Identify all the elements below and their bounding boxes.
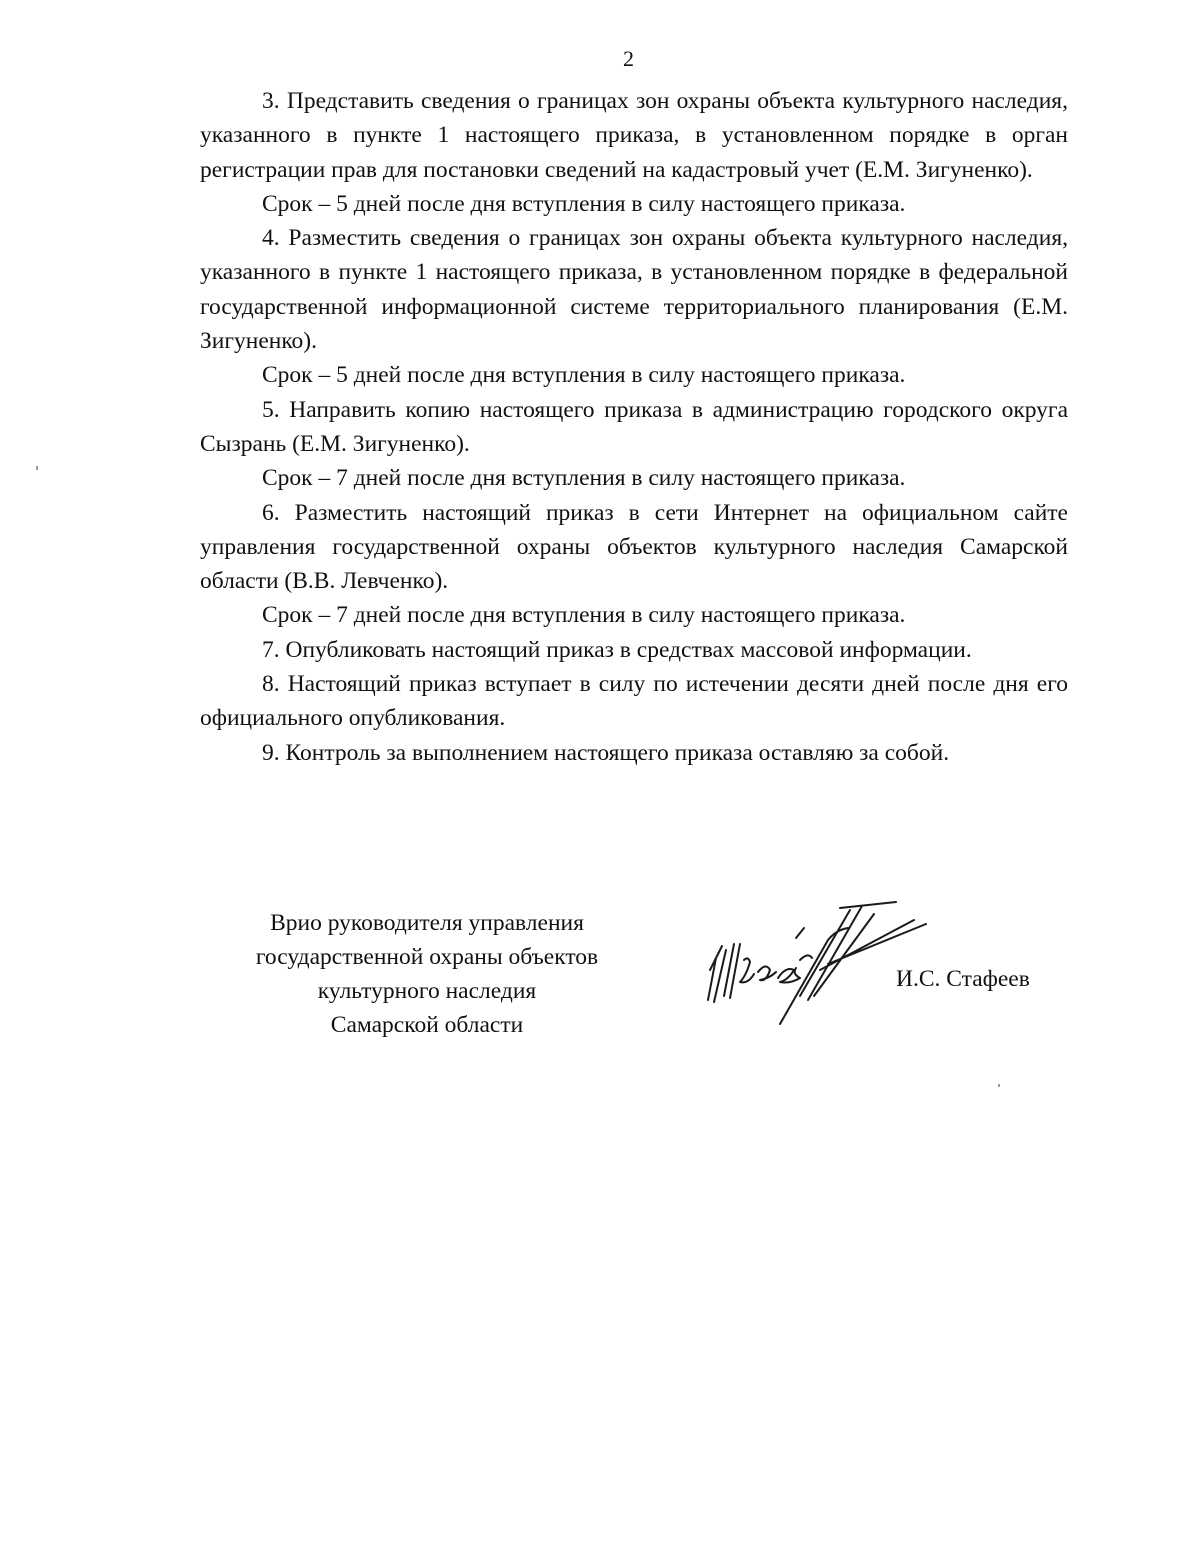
paragraph-item-8: 8. Настоящий приказ вступает в силу по истечении десяти дней после дня его официального опубликования. bbox=[200, 671, 1068, 732]
signatory-position-line: культурного наследия bbox=[317, 978, 537, 1004]
signatory-position-line: государственной охраны объектов bbox=[255, 944, 599, 970]
paragraph-item-9: 9. Контроль за выполнением настоящего приказа оставляю за собой. bbox=[262, 739, 950, 766]
paragraph-item-4: 4. Разместить сведения о границах зон охраны объекта культурного наследия, указанного в пункте 1 настоящего приказа, в установленном порядке в федеральной государственной информационной системе территориального планирования (Е.М. Зигуненко). bbox=[200, 225, 1068, 355]
deadline-item-6: Срок – 7 дней после дня вступления в силу настоящего приказа. bbox=[262, 602, 906, 629]
signatory-name: И.С. Стафеев bbox=[896, 966, 1030, 992]
signatory-position bbox=[218, 906, 636, 1042]
signatory-position-line: Врио руководителя управления bbox=[270, 910, 584, 936]
document-body bbox=[200, 84, 1068, 770]
deadline-item-4: Срок – 5 дней после дня вступления в силу настоящего приказа. bbox=[262, 362, 906, 389]
paragraph-item-6: 6. Разместить настоящий приказ в сети Интернет на официальном сайте управления государственной охраны объектов культурного наследия Самарской области (В.В. Левченко). bbox=[200, 499, 1068, 595]
paragraph-item-7: 7. Опубликовать настоящий приказ в средствах массовой информации. bbox=[262, 636, 972, 663]
page-number: 2 bbox=[623, 46, 634, 71]
scan-artifact-right bbox=[998, 1084, 1000, 1087]
paragraph-item-5: 5. Направить копию настоящего приказа в администрацию городского округа Сызрань (Е.М. Зигуненко). bbox=[200, 396, 1068, 457]
deadline-item-3: Срок – 5 дней после дня вступления в силу настоящего приказа. bbox=[262, 190, 906, 217]
scan-artifact-left bbox=[36, 466, 38, 470]
deadline-item-5: Срок – 7 дней после дня вступления в силу настоящего приказа. bbox=[262, 465, 906, 492]
signatory-position-line: Самарской области bbox=[330, 1012, 524, 1038]
paragraph-item-3: 3. Представить сведения о границах зон охраны объекта культурного наследия, указанного в пункте 1 настоящего приказа, в установленном порядке в орган регистрации прав для постановки сведений на кадастровый учет (Е.М. Зигуненко). bbox=[200, 88, 1068, 183]
